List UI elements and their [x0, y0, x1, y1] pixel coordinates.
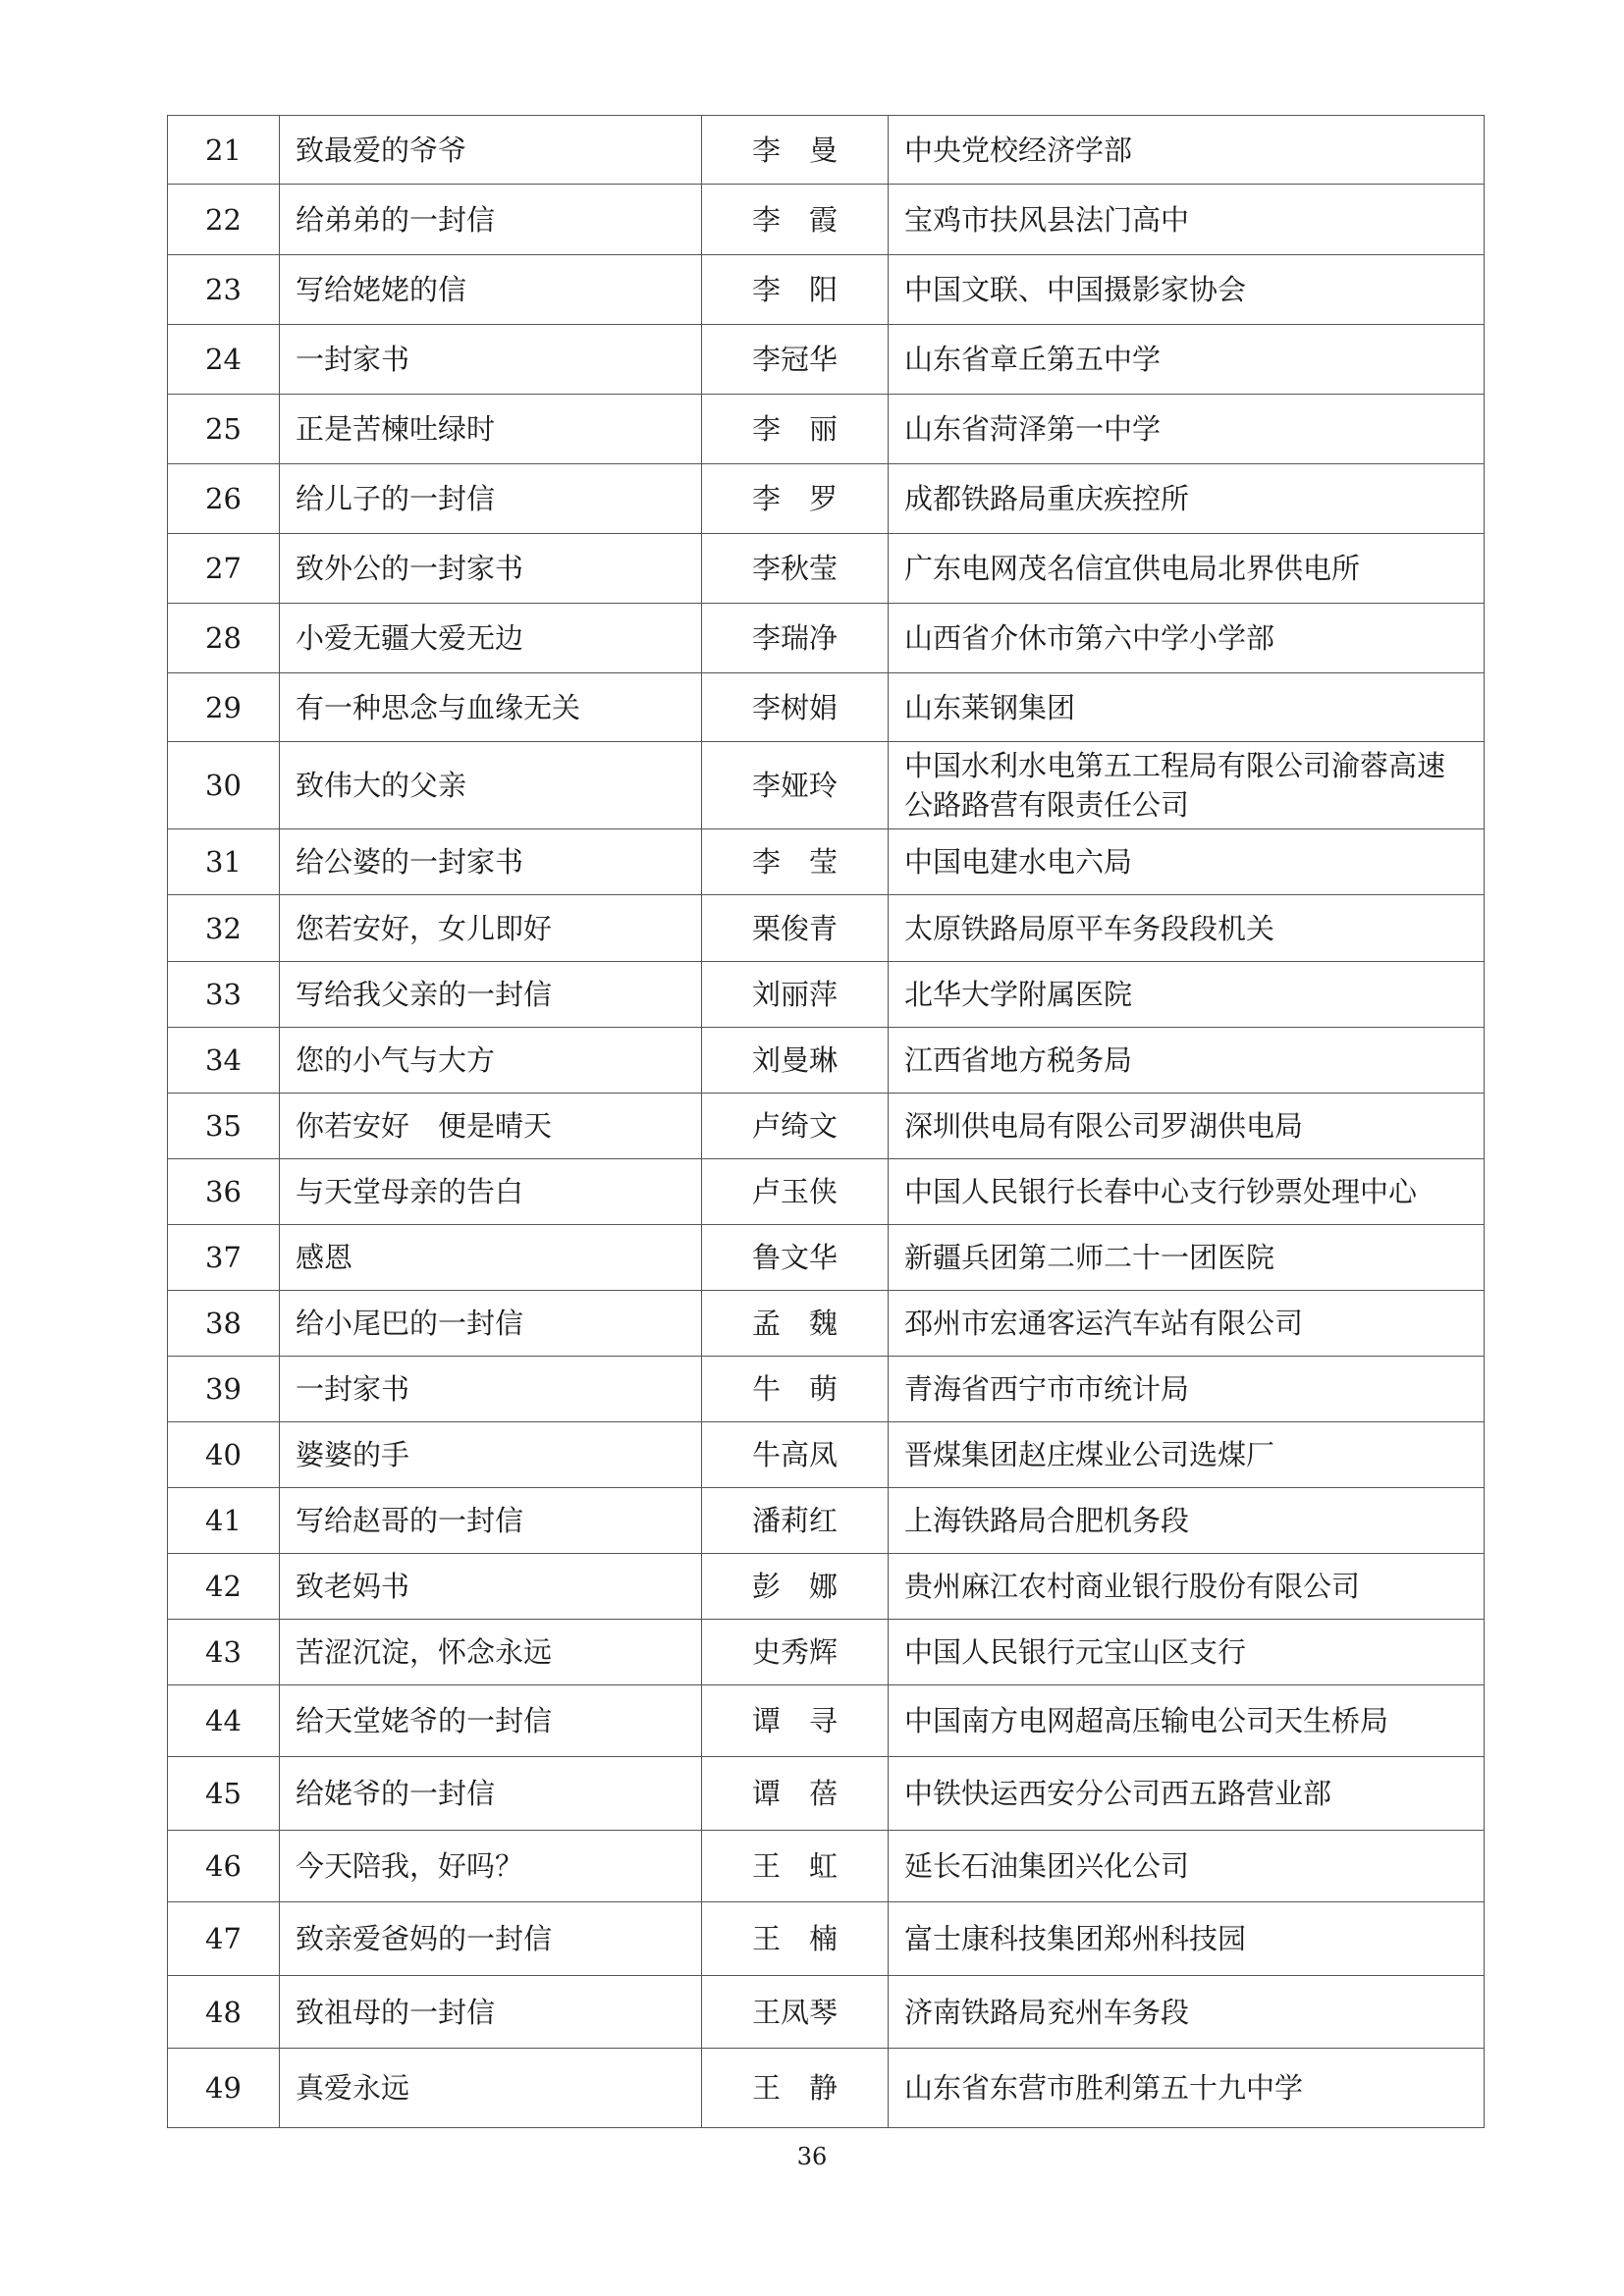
- letter-title: 一封家书: [280, 325, 702, 395]
- row-number: 27: [168, 534, 280, 604]
- letter-title: 苦涩沉淀，怀念永远: [280, 1620, 702, 1685]
- letter-title: 致老妈书: [280, 1554, 702, 1620]
- author-name: 李树娟: [702, 673, 889, 742]
- author-organization: 广东电网茂名信宜供电局北界供电所: [889, 534, 1485, 604]
- letter-title: 给公婆的一封家书: [280, 829, 702, 895]
- table-row: [168, 1554, 1485, 1620]
- letter-title: 给小尾巴的一封信: [280, 1291, 702, 1357]
- row-number: 34: [168, 1028, 280, 1094]
- letter-title: 感恩: [280, 1225, 702, 1291]
- table-row: [168, 185, 1485, 255]
- author-name: 李娅玲: [702, 742, 889, 829]
- letter-title: 写给姥姥的信: [280, 255, 702, 325]
- row-number: 37: [168, 1225, 280, 1291]
- table-row: [168, 1620, 1485, 1685]
- row-number: 25: [168, 395, 280, 464]
- author-organization: 富士康科技集团郑州科技园: [889, 1902, 1485, 1976]
- author-organization: 山东省章丘第五中学: [889, 325, 1485, 395]
- author-organization: 中铁快运西安分公司西五路营业部: [889, 1757, 1485, 1831]
- table-row: [168, 1159, 1485, 1225]
- row-number: 36: [168, 1159, 280, 1225]
- author-organization: 中国人民银行元宝山区支行: [889, 1620, 1485, 1685]
- author-organization: 山东省菏泽第一中学: [889, 395, 1485, 464]
- letter-title: 给姥爷的一封信: [280, 1757, 702, 1831]
- row-number: 42: [168, 1554, 280, 1620]
- row-number: 32: [168, 895, 280, 962]
- letter-title: 与天堂母亲的告白: [280, 1159, 702, 1225]
- author-name: 牛 萌: [702, 1357, 889, 1422]
- letter-title: 一封家书: [280, 1357, 702, 1422]
- letter-title: 写给赵哥的一封信: [280, 1488, 702, 1554]
- row-number: 38: [168, 1291, 280, 1357]
- author-organization: 中国文联、中国摄影家协会: [889, 255, 1485, 325]
- author-organization: 晋煤集团赵庄煤业公司选煤厂: [889, 1422, 1485, 1488]
- author-name: 刘曼琳: [702, 1028, 889, 1094]
- row-number: 24: [168, 325, 280, 395]
- author-name: 谭 蓓: [702, 1757, 889, 1831]
- table-row: [168, 1028, 1485, 1094]
- author-name: 潘莉红: [702, 1488, 889, 1554]
- table-row: [168, 1831, 1485, 1902]
- author-organization: 中国南方电网超高压输电公司天生桥局: [889, 1685, 1485, 1757]
- row-number: 28: [168, 604, 280, 673]
- author-name: 王凤琴: [702, 1976, 889, 2049]
- author-name: 卢玉侠: [702, 1159, 889, 1225]
- author-name: 李 丽: [702, 395, 889, 464]
- row-number: 47: [168, 1902, 280, 1976]
- author-organization: 中国人民银行长春中心支行钞票处理中心: [889, 1159, 1485, 1225]
- author-name: 李秋莹: [702, 534, 889, 604]
- table-row: [168, 1291, 1485, 1357]
- table-row: [168, 1902, 1485, 1976]
- author-organization: 中国电建水电六局: [889, 829, 1485, 895]
- row-number: 26: [168, 464, 280, 534]
- author-name: 王 楠: [702, 1902, 889, 1976]
- author-name: 李瑞净: [702, 604, 889, 673]
- row-number: 40: [168, 1422, 280, 1488]
- row-number: 39: [168, 1357, 280, 1422]
- author-name: 王 虹: [702, 1831, 889, 1902]
- letter-title: 您若安好，女儿即好: [280, 895, 702, 962]
- letter-title: 致亲爱爸妈的一封信: [280, 1902, 702, 1976]
- table-row: [168, 464, 1485, 534]
- row-number: 31: [168, 829, 280, 895]
- row-number: 33: [168, 962, 280, 1028]
- row-number: 41: [168, 1488, 280, 1554]
- author-name: 李 阳: [702, 255, 889, 325]
- author-organization: 邳州市宏通客运汽车站有限公司: [889, 1291, 1485, 1357]
- letter-title: 小爱无疆大爱无边: [280, 604, 702, 673]
- author-organization: 山西省介休市第六中学小学部: [889, 604, 1485, 673]
- author-name: 孟 魏: [702, 1291, 889, 1357]
- table-row: [168, 1976, 1485, 2049]
- author-organization: 青海省西宁市市统计局: [889, 1357, 1485, 1422]
- author-name: 鲁文华: [702, 1225, 889, 1291]
- table-row: [168, 1422, 1485, 1488]
- row-number: 49: [168, 2049, 280, 2128]
- row-number: 21: [168, 116, 280, 185]
- letter-title: 致最爱的爷爷: [280, 116, 702, 185]
- row-number: 35: [168, 1094, 280, 1159]
- author-organization: 江西省地方税务局: [889, 1028, 1485, 1094]
- author-organization: 上海铁路局合肥机务段: [889, 1488, 1485, 1554]
- table-row: [168, 534, 1485, 604]
- letter-title: 致外公的一封家书: [280, 534, 702, 604]
- author-name: 李 曼: [702, 116, 889, 185]
- author-organization: 延长石油集团兴化公司: [889, 1831, 1485, 1902]
- letter-title: 有一种思念与血缘无关: [280, 673, 702, 742]
- author-organization: 新疆兵团第二师二十一团医院: [889, 1225, 1485, 1291]
- author-organization: 山东莱钢集团: [889, 673, 1485, 742]
- letter-title: 你若安好 便是晴天: [280, 1094, 702, 1159]
- table-row: [168, 255, 1485, 325]
- entries-table: [167, 115, 1485, 2128]
- author-organization: 山东省东营市胜利第五十九中学: [889, 2049, 1485, 2128]
- table-row: [168, 1225, 1485, 1291]
- author-name: 牛高凤: [702, 1422, 889, 1488]
- letter-title: 正是苦楝吐绿时: [280, 395, 702, 464]
- author-name: 李 霞: [702, 185, 889, 255]
- author-organization: 宝鸡市扶风县法门高中: [889, 185, 1485, 255]
- author-name: 王 静: [702, 2049, 889, 2128]
- row-number: 45: [168, 1757, 280, 1831]
- author-organization: 中国水利水电第五工程局有限公司渝蓉高速公路路营有限责任公司: [889, 742, 1485, 829]
- author-organization: 成都铁路局重庆疾控所: [889, 464, 1485, 534]
- author-name: 彭 娜: [702, 1554, 889, 1620]
- author-name: 李 罗: [702, 464, 889, 534]
- table-row: [168, 116, 1485, 185]
- author-organization: 太原铁路局原平车务段段机关: [889, 895, 1485, 962]
- author-name: 史秀辉: [702, 1620, 889, 1685]
- row-number: 29: [168, 673, 280, 742]
- letter-title: 今天陪我，好吗？: [280, 1831, 702, 1902]
- letter-title: 真爱永远: [280, 2049, 702, 2128]
- author-organization: 济南铁路局兖州车务段: [889, 1976, 1485, 2049]
- author-name: 栗俊青: [702, 895, 889, 962]
- table-row: [168, 673, 1485, 742]
- row-number: 48: [168, 1976, 280, 2049]
- table-row: [168, 2049, 1485, 2128]
- table-row: [168, 829, 1485, 895]
- letter-title: 您的小气与大方: [280, 1028, 702, 1094]
- table-row: [168, 604, 1485, 673]
- letter-title: 致祖母的一封信: [280, 1976, 702, 2049]
- row-number: 43: [168, 1620, 280, 1685]
- table-row: [168, 325, 1485, 395]
- row-number: 46: [168, 1831, 280, 1902]
- table-row: [168, 1488, 1485, 1554]
- table-row: [168, 395, 1485, 464]
- author-organization: 北华大学附属医院: [889, 962, 1485, 1028]
- author-organization: 贵州麻江农村商业银行股份有限公司: [889, 1554, 1485, 1620]
- row-number: 23: [168, 255, 280, 325]
- letter-title: 致伟大的父亲: [280, 742, 702, 829]
- author-name: 李冠华: [702, 325, 889, 395]
- table-row: [168, 895, 1485, 962]
- author-organization: 中央党校经济学部: [889, 116, 1485, 185]
- letter-title: 写给我父亲的一封信: [280, 962, 702, 1028]
- entries-table-body: [168, 116, 1485, 2128]
- row-number: 22: [168, 185, 280, 255]
- author-name: 卢绮文: [702, 1094, 889, 1159]
- table-row: [168, 1757, 1485, 1831]
- table-row: [168, 742, 1485, 829]
- table-row: [168, 1357, 1485, 1422]
- author-name: 李 莹: [702, 829, 889, 895]
- author-organization: 深圳供电局有限公司罗湖供电局: [889, 1094, 1485, 1159]
- row-number: 44: [168, 1685, 280, 1757]
- letter-title: 婆婆的手: [280, 1422, 702, 1488]
- letter-title: 给儿子的一封信: [280, 464, 702, 534]
- row-number: 30: [168, 742, 280, 829]
- table-row: [168, 962, 1485, 1028]
- page-number: 36: [796, 2143, 828, 2170]
- table-row: [168, 1094, 1485, 1159]
- author-name: 刘丽萍: [702, 962, 889, 1028]
- author-name: 谭 寻: [702, 1685, 889, 1757]
- letter-title: 给天堂姥爷的一封信: [280, 1685, 702, 1757]
- table-row: [168, 1685, 1485, 1757]
- letter-title: 给弟弟的一封信: [280, 185, 702, 255]
